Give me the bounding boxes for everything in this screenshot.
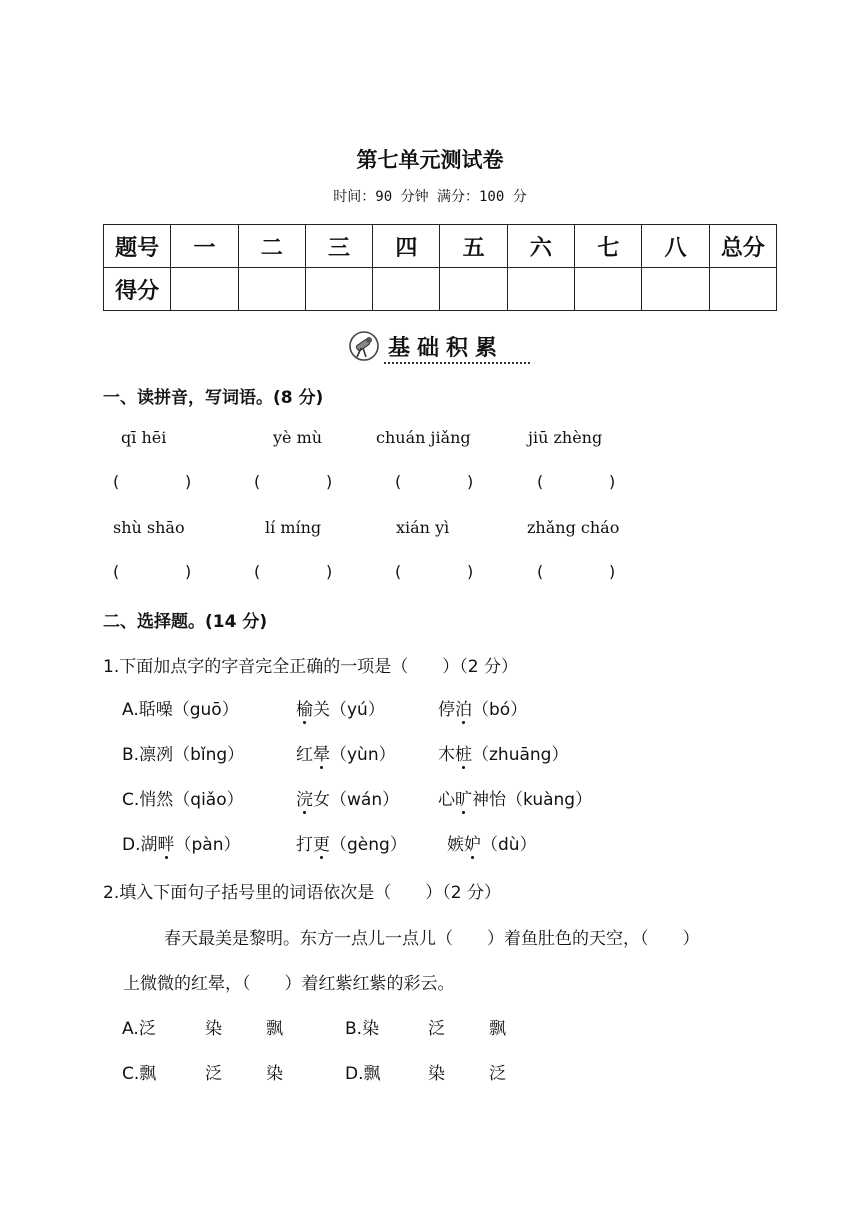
score-table-header-row xyxy=(104,225,777,268)
exam-time-score: 时间：90 分钟 满分：100 分 xyxy=(333,189,527,205)
pinyin: jiū zhèng xyxy=(528,428,603,447)
option-d-word3: 嫉妒（dù） xyxy=(447,830,537,855)
header-cell: 五 xyxy=(440,225,507,268)
score-cell[interactable] xyxy=(440,268,507,311)
dotted-char: 畔 xyxy=(158,830,175,855)
passage-line: 春天最美是黎明。东方一点儿一点儿（ ）着鱼肚色的天空，（ ） xyxy=(164,929,700,949)
option-c-word2: 浣女（wán） xyxy=(296,785,399,810)
pinyin: shù shāo xyxy=(113,518,185,537)
pinyin: lí míng xyxy=(265,518,322,537)
header-cell: 四 xyxy=(373,225,440,268)
answer-blank[interactable]: ( ) xyxy=(395,472,474,491)
q2-title: 二、选择题。(14 分) xyxy=(103,612,268,632)
pinyin: yè mù xyxy=(273,428,323,447)
answer-blank[interactable]: ( ) xyxy=(113,562,192,581)
header-cell: 六 xyxy=(507,225,574,268)
score-table-score-row xyxy=(104,268,777,311)
header-cell: 八 xyxy=(642,225,709,268)
option-c[interactable]: C.飘 泛 染 xyxy=(122,1064,283,1084)
pinyin: chuán jiǎng xyxy=(376,428,471,447)
dotted-char: 榆 xyxy=(296,695,313,720)
header-cell: 七 xyxy=(575,225,642,268)
pinyin: xián yì xyxy=(396,518,450,537)
answer-blank[interactable]: ( ) xyxy=(537,562,616,581)
header-cell: 二 xyxy=(238,225,305,268)
option-a-word2: 榆关（yú） xyxy=(296,695,385,720)
score-cell[interactable] xyxy=(709,268,776,311)
answer-blank[interactable]: ( ) xyxy=(254,562,333,581)
score-cell[interactable] xyxy=(575,268,642,311)
option-b[interactable]: B.染 泛 飘 xyxy=(345,1019,506,1039)
dotted-char: 桩 xyxy=(455,740,472,765)
q1-title: 一、读拼音，写词语。(8 分) xyxy=(103,388,324,408)
score-cell[interactable] xyxy=(507,268,574,311)
option-a[interactable]: A.泛 染 飘 xyxy=(122,1019,283,1039)
header-cell: 一 xyxy=(171,225,238,268)
dotted-char: 旷 xyxy=(455,785,472,810)
answer-blank[interactable]: ( ) xyxy=(113,472,192,491)
score-cell[interactable] xyxy=(171,268,238,311)
score-cell[interactable] xyxy=(305,268,372,311)
option-c-word3: 心旷神怡（kuàng） xyxy=(438,785,592,810)
section-heading xyxy=(348,330,532,364)
dotted-char: 浣 xyxy=(296,785,313,810)
pinyin: qī hēi xyxy=(121,428,167,447)
header-cell: 题号 xyxy=(104,225,171,268)
dotted-char: 妒 xyxy=(464,830,481,855)
telescope-icon xyxy=(348,330,380,362)
option-d[interactable]: D.飘 染 泛 xyxy=(345,1064,506,1084)
section-heading-label: 基础积累 xyxy=(388,336,505,361)
score-row-label: 得分 xyxy=(104,268,171,311)
question-stem: 1.下面加点字的字音完全正确的一项是（ ）（2 分） xyxy=(103,657,518,677)
option-d[interactable]: D.湖畔（pàn） xyxy=(122,830,240,855)
option-b[interactable]: B.凛冽（bǐng） xyxy=(122,745,245,765)
dotted-char: 晕 xyxy=(313,740,330,765)
passage-line: 上微微的红晕，（ ）着红紫红紫的彩云。 xyxy=(123,974,455,994)
option-a[interactable]: A.聒噪（guō） xyxy=(122,700,239,720)
option-b-word3: 木桩（zhuāng） xyxy=(438,740,568,765)
score-cell[interactable] xyxy=(373,268,440,311)
header-cell: 总分 xyxy=(709,225,776,268)
score-table xyxy=(103,224,777,311)
dotted-char: 更 xyxy=(313,830,330,855)
dotted-char: 泊 xyxy=(455,695,472,720)
answer-blank[interactable]: ( ) xyxy=(254,472,333,491)
option-c[interactable]: C.悄然（qiǎo） xyxy=(122,790,244,810)
page-title: 第七单元测试卷 xyxy=(356,148,504,172)
question-stem: 2.填入下面句子括号里的词语依次是（ ）（2 分） xyxy=(103,883,501,903)
option-b-word2: 红晕（yùn） xyxy=(296,740,396,765)
answer-blank[interactable]: ( ) xyxy=(395,562,474,581)
option-d-word2: 打更（gèng） xyxy=(296,830,407,855)
answer-blank[interactable]: ( ) xyxy=(537,472,616,491)
pinyin: zhǎng cháo xyxy=(527,518,620,537)
header-cell: 三 xyxy=(305,225,372,268)
option-a-word3: 停泊（bó） xyxy=(438,695,527,720)
dotted-underline xyxy=(384,362,530,364)
score-cell[interactable] xyxy=(642,268,709,311)
score-cell[interactable] xyxy=(238,268,305,311)
